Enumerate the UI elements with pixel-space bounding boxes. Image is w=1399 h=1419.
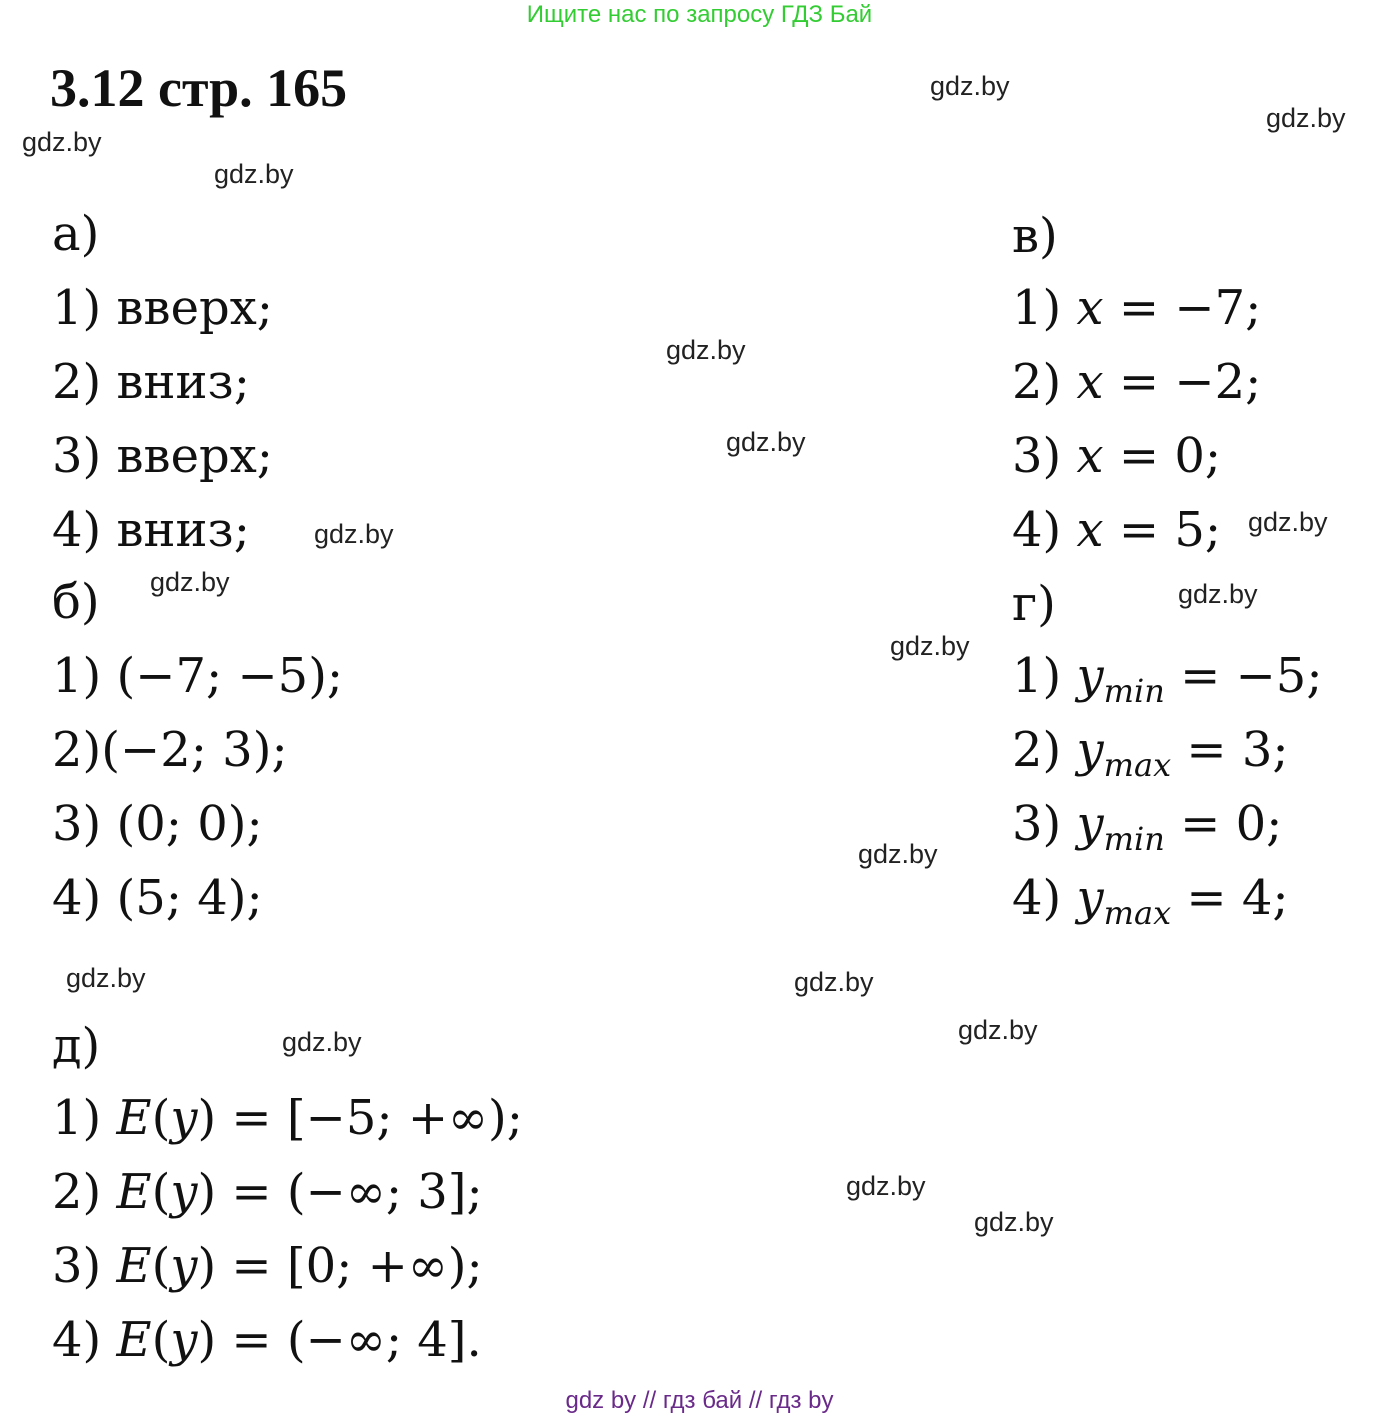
math-paren: ( bbox=[151, 1312, 171, 1368]
math-rest: = 0; bbox=[1103, 428, 1222, 484]
math-rest: = 0; bbox=[1164, 796, 1283, 852]
math-rest: = 3; bbox=[1171, 722, 1289, 778]
math-variable: y bbox=[170, 1164, 198, 1220]
math-rest: = −5; bbox=[1164, 648, 1323, 704]
line-number: 1) bbox=[52, 1090, 117, 1146]
line-number: 3) bbox=[1012, 428, 1077, 484]
watermark: gdz.by bbox=[1248, 507, 1328, 537]
section-label-b: б) bbox=[52, 574, 100, 630]
line-number: 3) bbox=[52, 1238, 117, 1294]
math-rest: = 5; bbox=[1103, 502, 1222, 558]
answer-line bbox=[52, 1312, 482, 1368]
section-label-v: в) bbox=[1012, 208, 1058, 264]
watermark: gdz.by bbox=[858, 839, 938, 869]
answer-line: 4) вниз; bbox=[52, 502, 250, 558]
watermark: gdz.by bbox=[1266, 103, 1346, 133]
line-number: 1) bbox=[1012, 648, 1077, 704]
watermark: gdz.by bbox=[22, 127, 102, 157]
answer-line: 1) (−7; −5); bbox=[52, 648, 344, 704]
watermark: gdz.by bbox=[890, 631, 970, 661]
watermark: gdz.by bbox=[214, 159, 294, 189]
math-variable: y bbox=[1076, 722, 1104, 778]
answer-line bbox=[1012, 648, 1323, 710]
math-paren: ( bbox=[151, 1238, 171, 1294]
math-rest: = 4; bbox=[1171, 870, 1289, 926]
watermark: gdz.by bbox=[846, 1171, 926, 1201]
answer-line bbox=[1012, 354, 1261, 410]
answer-line: 1) вверх; bbox=[52, 280, 273, 336]
answer-line bbox=[1012, 502, 1221, 558]
math-subscript: min bbox=[1103, 820, 1165, 858]
math-function: E bbox=[116, 1238, 152, 1294]
math-variable: y bbox=[1076, 870, 1104, 926]
line-number: 4) bbox=[1012, 870, 1077, 926]
section-label-g: г) bbox=[1012, 576, 1056, 632]
line-number: 2) bbox=[52, 1164, 117, 1220]
line-number: 2) bbox=[1012, 354, 1077, 410]
page-title: 3.12 стр. 165 bbox=[50, 58, 348, 118]
math-subscript: max bbox=[1103, 894, 1172, 932]
line-number: 2) bbox=[1012, 722, 1077, 778]
math-variable: y bbox=[1076, 796, 1104, 852]
answer-line bbox=[52, 1164, 483, 1220]
section-label-d: д) bbox=[52, 1018, 101, 1074]
answer-line bbox=[1012, 870, 1289, 932]
math-rest: = −7; bbox=[1103, 280, 1262, 336]
watermark: gdz.by bbox=[1178, 579, 1258, 609]
watermark: gdz.by bbox=[666, 335, 746, 365]
answer-line: 2) вниз; bbox=[52, 354, 250, 410]
answer-line bbox=[1012, 280, 1261, 336]
math-function: E bbox=[116, 1090, 152, 1146]
answer-line bbox=[1012, 722, 1289, 784]
watermark: gdz.by bbox=[314, 519, 394, 549]
answer-line bbox=[52, 1090, 523, 1146]
footer-links: gdz by // гдз бай // гдз by bbox=[565, 1387, 834, 1414]
math-rest: ) = (−∞; 3]; bbox=[197, 1164, 483, 1220]
math-subscript: max bbox=[1103, 746, 1172, 784]
answer-line bbox=[1012, 428, 1221, 484]
math-variable: y bbox=[170, 1238, 198, 1294]
watermark: gdz.by bbox=[958, 1015, 1038, 1045]
math-function: E bbox=[116, 1164, 152, 1220]
section-label-a: а) bbox=[52, 206, 100, 262]
math-paren: ( bbox=[151, 1090, 171, 1146]
answer-line: 3) (0; 0); bbox=[52, 796, 263, 852]
math-variable: x bbox=[1076, 354, 1104, 410]
watermark: gdz.by bbox=[66, 963, 146, 993]
watermark: gdz.by bbox=[930, 71, 1010, 101]
answer-line bbox=[1012, 796, 1283, 858]
math-rest: ) = [0; +∞); bbox=[197, 1238, 483, 1294]
math-subscript: min bbox=[1103, 672, 1165, 710]
answer-line: 3) вверх; bbox=[52, 428, 273, 484]
math-variable: y bbox=[170, 1312, 198, 1368]
math-rest: ) = (−∞; 4]. bbox=[197, 1312, 482, 1368]
math-rest: = −2; bbox=[1103, 354, 1262, 410]
answer-line bbox=[52, 1238, 483, 1294]
line-number: 3) bbox=[1012, 796, 1077, 852]
line-number: 1) bbox=[1012, 280, 1077, 336]
math-variable: y bbox=[170, 1090, 198, 1146]
math-variable: x bbox=[1076, 502, 1104, 558]
math-paren: ( bbox=[151, 1164, 171, 1220]
math-variable: x bbox=[1076, 428, 1104, 484]
watermark: gdz.by bbox=[794, 967, 874, 997]
line-number: 4) bbox=[1012, 502, 1077, 558]
math-rest: ) = [−5; +∞); bbox=[197, 1090, 523, 1146]
watermark: gdz.by bbox=[282, 1027, 362, 1057]
answer-line: 2)(−2; 3); bbox=[52, 722, 288, 778]
watermark: gdz.by bbox=[974, 1207, 1054, 1237]
watermark: gdz.by bbox=[726, 427, 806, 457]
math-variable: y bbox=[1076, 648, 1104, 704]
watermark: gdz.by bbox=[150, 567, 230, 597]
math-variable: x bbox=[1076, 280, 1104, 336]
math-function: E bbox=[116, 1312, 152, 1368]
search-banner: Ищите нас по запросу ГДЗ Бай bbox=[526, 1, 873, 28]
line-number: 4) bbox=[52, 1312, 117, 1368]
answer-line: 4) (5; 4); bbox=[52, 870, 263, 926]
